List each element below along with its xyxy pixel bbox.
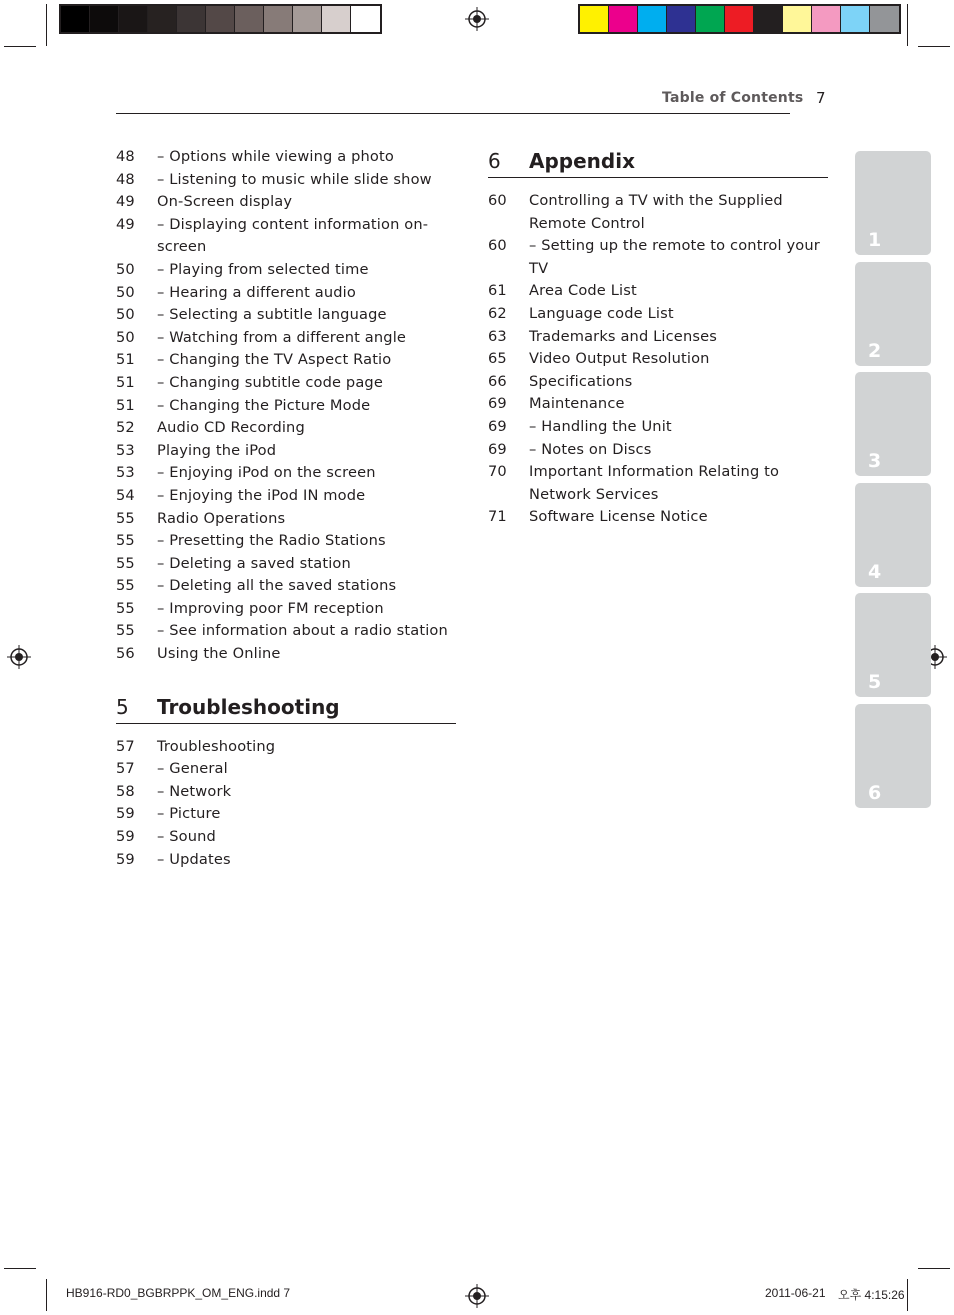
toc-entry (488, 439, 828, 462)
chapter-tab-number: 4 (868, 560, 882, 583)
toc-entry-text: – Notes on Discs (529, 440, 652, 458)
toc-entry-page: 69 (488, 395, 507, 413)
toc-entry-text: – General (157, 760, 228, 778)
chapter-tab-number: 1 (868, 229, 882, 251)
toc-entry (116, 803, 456, 826)
toc-entry-page: 52 (116, 419, 135, 437)
toc-entry (488, 190, 828, 235)
toc-entry-page: 51 (116, 373, 135, 391)
chapter-tab-number: 6 (868, 782, 882, 804)
toc-entry (116, 643, 456, 666)
color-swatch (293, 6, 322, 32)
color-swatch (264, 6, 293, 32)
toc-entry-text: – Network (157, 782, 232, 800)
toc-entry-text: – Displaying content information on-screen (157, 215, 429, 256)
color-swatch (351, 6, 380, 32)
toc-list (116, 146, 456, 666)
toc-entry (116, 781, 456, 804)
toc-entry-page: 49 (116, 193, 135, 211)
toc-entry-page: 63 (488, 327, 507, 345)
color-swatch (870, 6, 899, 32)
toc-entry-page: 50 (116, 328, 135, 346)
toc-entry (488, 371, 828, 394)
registration-mark-icon (465, 7, 489, 31)
header-divider (116, 113, 790, 114)
color-swatch (177, 6, 206, 32)
toc-entry (488, 348, 828, 371)
toc-entry-page: 50 (116, 306, 135, 324)
color-swatch (235, 6, 264, 32)
toc-entry (116, 282, 456, 305)
chapter-tab-number: 2 (868, 339, 882, 362)
footer-time: 오후 4:15:26 (838, 1288, 905, 1302)
toc-entry-text: Software License Notice (529, 508, 708, 526)
chapter-tab-number: 3 (868, 450, 882, 473)
toc-entry-page: 54 (116, 486, 135, 504)
toc-entry-page: 58 (116, 782, 135, 800)
toc-entry (116, 826, 456, 849)
registration-mark-icon (7, 645, 31, 669)
toc-entry-text: – Playing from selected time (157, 260, 369, 278)
toc-entry (488, 235, 828, 280)
toc-entry-text: – Watching from a different angle (157, 328, 407, 346)
toc-entry-text: – Changing the Picture Mode (157, 396, 371, 414)
color-swatch (580, 6, 609, 32)
toc-entry-text: Important Information Relating to Network Services (529, 463, 780, 503)
crop-mark (4, 1268, 36, 1269)
toc-entry (116, 214, 456, 259)
chapter-tab-6 (855, 704, 931, 808)
color-swatch (609, 6, 638, 32)
toc-entry-page: 66 (488, 372, 507, 390)
toc-entry-text: Audio CD Recording (157, 419, 305, 437)
running-header-title: Table of Contents (662, 90, 804, 106)
toc-right-column (488, 149, 828, 529)
grayscale-color-bar (59, 4, 382, 34)
toc-entry-text: Radio Operations (157, 509, 286, 527)
toc-entry-text: – Enjoying the iPod IN mode (157, 486, 366, 504)
toc-entry-page: 61 (488, 282, 507, 300)
footer-file-name: HB916-RD0_BGBRPPK_OM_ENG.indd 7 (66, 1286, 291, 1300)
toc-entry (116, 530, 456, 553)
toc-left-column (116, 146, 456, 871)
toc-entry (116, 553, 456, 576)
toc-entry-text: Trademarks and Licenses (529, 327, 717, 345)
crop-mark (907, 4, 908, 46)
toc-entry (116, 440, 456, 463)
toc-entry-page: 50 (116, 283, 135, 301)
registration-mark-icon (465, 1284, 489, 1308)
toc-entry (116, 372, 456, 395)
crop-mark (4, 46, 36, 47)
toc-entry-text: Specifications (529, 372, 633, 390)
toc-entry (116, 758, 456, 781)
toc-list (116, 736, 456, 872)
toc-entry-page: 55 (116, 599, 135, 617)
section-title: Appendix (529, 149, 635, 173)
toc-entry-page: 55 (116, 622, 135, 640)
toc-entry (488, 303, 828, 326)
toc-entry-text: – Changing the TV Aspect Ratio (157, 351, 392, 369)
toc-entry-page: 65 (488, 350, 507, 368)
chapter-tab-number: 5 (868, 671, 882, 694)
chapter-tab-5 (855, 593, 931, 697)
toc-entry-text: – Selecting a subtitle language (157, 306, 387, 324)
toc-entry (116, 462, 456, 485)
color-swatch (90, 6, 119, 32)
chapter-tab-2 (855, 262, 931, 366)
color-swatch (812, 6, 841, 32)
toc-entry-page: 70 (488, 463, 507, 481)
color-swatch (696, 6, 725, 32)
color-swatch (667, 6, 696, 32)
toc-entry (488, 393, 828, 416)
crop-mark (907, 1279, 908, 1311)
toc-entry (488, 280, 828, 303)
toc-entry-page: 71 (488, 508, 507, 526)
color-swatch (61, 6, 90, 32)
toc-entry-text: Maintenance (529, 395, 625, 413)
section-number: 5 (116, 694, 129, 719)
toc-entry (116, 417, 456, 440)
chapter-tab-3 (855, 372, 931, 476)
color-swatch (841, 6, 870, 32)
toc-entry-text: – Improving poor FM reception (157, 599, 384, 617)
page-number: 7 (816, 89, 826, 107)
toc-entry-text: – Options while viewing a photo (157, 148, 394, 165)
toc-entry-text: – Hearing a different audio (157, 283, 356, 301)
section-heading (488, 149, 828, 178)
crop-mark (46, 1279, 47, 1311)
toc-entry-page: 48 (116, 170, 135, 188)
chapter-tab-1 (855, 151, 931, 255)
toc-entry (116, 736, 456, 759)
footer-date: 2011-06-21 (765, 1286, 826, 1300)
color-swatch (322, 6, 351, 32)
toc-entry (488, 506, 828, 529)
crop-mark (918, 46, 950, 47)
toc-entry (116, 304, 456, 327)
color-swatch (119, 6, 148, 32)
toc-entry-page: 55 (116, 554, 135, 572)
toc-entry-text: Area Code List (529, 282, 637, 300)
toc-entry (116, 191, 456, 214)
toc-entry (488, 326, 828, 349)
toc-entry-page: 57 (116, 737, 135, 755)
toc-entry-page: 56 (116, 645, 135, 663)
toc-entry (116, 327, 456, 350)
toc-entry (116, 349, 456, 372)
section-title: Troubleshooting (157, 694, 340, 719)
toc-entry-text: – See information about a radio station (157, 622, 448, 640)
toc-entry-text: – Deleting all the saved stations (157, 577, 397, 595)
color-swatch (783, 6, 812, 32)
toc-entry-text: Playing the iPod (157, 441, 277, 459)
toc-entry-page: 59 (116, 805, 135, 823)
toc-entry-page: 55 (116, 509, 135, 527)
color-swatch (148, 6, 177, 32)
toc-entry-page: 57 (116, 760, 135, 778)
toc-entry (116, 259, 456, 282)
toc-entry (116, 485, 456, 508)
toc-entry-text: – Enjoying iPod on the screen (157, 464, 376, 482)
toc-entry-page: 53 (116, 464, 135, 482)
toc-entry (116, 508, 456, 531)
color-swatch (638, 6, 667, 32)
toc-entry-text: – Deleting a saved station (157, 554, 351, 572)
toc-entry-text: – Presetting the Radio Stations (157, 532, 386, 550)
section-heading (116, 695, 456, 724)
crop-mark (918, 1268, 950, 1269)
toc-entry-text: – Picture (157, 805, 221, 823)
toc-entry-page: 60 (488, 192, 507, 209)
toc-entry-text: – Changing subtitle code page (157, 373, 383, 391)
toc-entry-page: 55 (116, 577, 135, 595)
toc-entry-text: On-Screen display (157, 193, 293, 211)
color-swatch (725, 6, 754, 32)
process-color-bar (578, 4, 901, 34)
toc-entry (116, 169, 456, 192)
color-swatch (754, 6, 783, 32)
toc-entry-text: – Handling the Unit (529, 417, 672, 435)
toc-entry-text: – Setting up the remote to control your TV (529, 237, 820, 277)
toc-entry-page: 51 (116, 351, 135, 369)
toc-entry-page: 48 (116, 148, 135, 165)
toc-entry-page: 50 (116, 260, 135, 278)
toc-entry-page: 69 (488, 417, 507, 435)
toc-entry-text: Controlling a TV with the Supplied Remote Control (529, 192, 783, 232)
toc-entry-text: Language code List (529, 304, 674, 322)
toc-entry (488, 416, 828, 439)
toc-entry (116, 598, 456, 621)
toc-entry (116, 849, 456, 872)
toc-entry-page: 51 (116, 396, 135, 414)
toc-entry-text: – Updates (157, 850, 231, 868)
toc-entry-text: Troubleshooting (157, 737, 276, 755)
toc-entry-text: – Sound (157, 828, 216, 846)
toc-entry-text: Video Output Resolution (529, 350, 710, 368)
toc-entry-page: 59 (116, 828, 135, 846)
toc-entry-page: 59 (116, 850, 135, 868)
toc-entry (116, 146, 456, 169)
toc-entry (488, 461, 828, 506)
toc-entry-text: Using the Online (157, 645, 281, 663)
section-number: 6 (488, 149, 501, 173)
crop-mark (46, 4, 47, 46)
toc-entry (116, 620, 456, 643)
toc-entry-page: 69 (488, 440, 507, 458)
toc-entry-page: 49 (116, 215, 135, 233)
chapter-tab-4 (855, 483, 931, 587)
color-swatch (206, 6, 235, 32)
toc-entry (116, 575, 456, 598)
toc-entry-page: 60 (488, 237, 507, 255)
toc-entry-page: 53 (116, 441, 135, 459)
toc-entry-page: 55 (116, 532, 135, 550)
toc-entry-text: – Listening to music while slide show (157, 170, 432, 188)
toc-list (488, 190, 828, 529)
toc-entry-page: 62 (488, 304, 507, 322)
toc-entry (116, 395, 456, 418)
